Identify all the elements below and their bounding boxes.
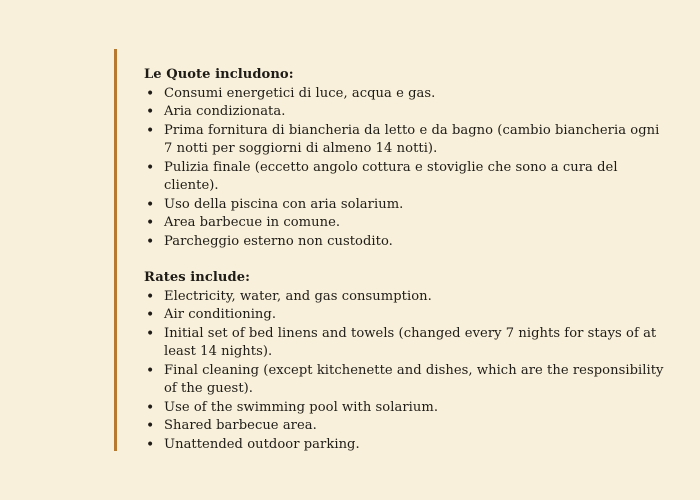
list-item: • Unattended outdoor parking. bbox=[144, 436, 664, 455]
accent-bar bbox=[114, 49, 117, 451]
list-item: • Consumi energetici di luce, acqua e gas. bbox=[144, 85, 664, 104]
list-item: • Initial set of bed linens and towels (changed every 7 nights for stays of at least 14 nights). bbox=[144, 325, 664, 362]
list-item: • Area barbecue in comune. bbox=[144, 214, 664, 233]
list-item: • Use of the swimming pool with solarium. bbox=[144, 399, 664, 418]
italian-list bbox=[144, 85, 664, 252]
list-item: • Uso della piscina con aria solarium. bbox=[144, 196, 664, 215]
list-item: • Aria condizionata. bbox=[144, 103, 664, 122]
list-item: • Prima fornitura di biancheria da letto e da bagno (cambio biancheria ogni 7 notti per soggiorni di almeno 14 notti). bbox=[144, 122, 664, 159]
list-item: • Final cleaning (except kitchenette and dishes, which are the responsibility of the guest). bbox=[144, 362, 664, 399]
english-section bbox=[144, 269, 664, 454]
list-item: • Shared barbecue area. bbox=[144, 417, 664, 436]
list-item: • Electricity, water, and gas consumption. bbox=[144, 288, 664, 307]
list-item: • Parcheggio esterno non custodito. bbox=[144, 233, 664, 252]
english-list bbox=[144, 288, 664, 455]
list-item: • Air conditioning. bbox=[144, 306, 664, 325]
english-section-title: Rates include: bbox=[144, 270, 250, 285]
italian-section bbox=[144, 66, 664, 251]
list-item: • Pulizia finale (eccetto angolo cottura e stoviglie che sono a cura del cliente). bbox=[144, 159, 664, 196]
rates-content bbox=[144, 66, 664, 454]
italian-section-title: Le Quote includono: bbox=[144, 67, 294, 82]
